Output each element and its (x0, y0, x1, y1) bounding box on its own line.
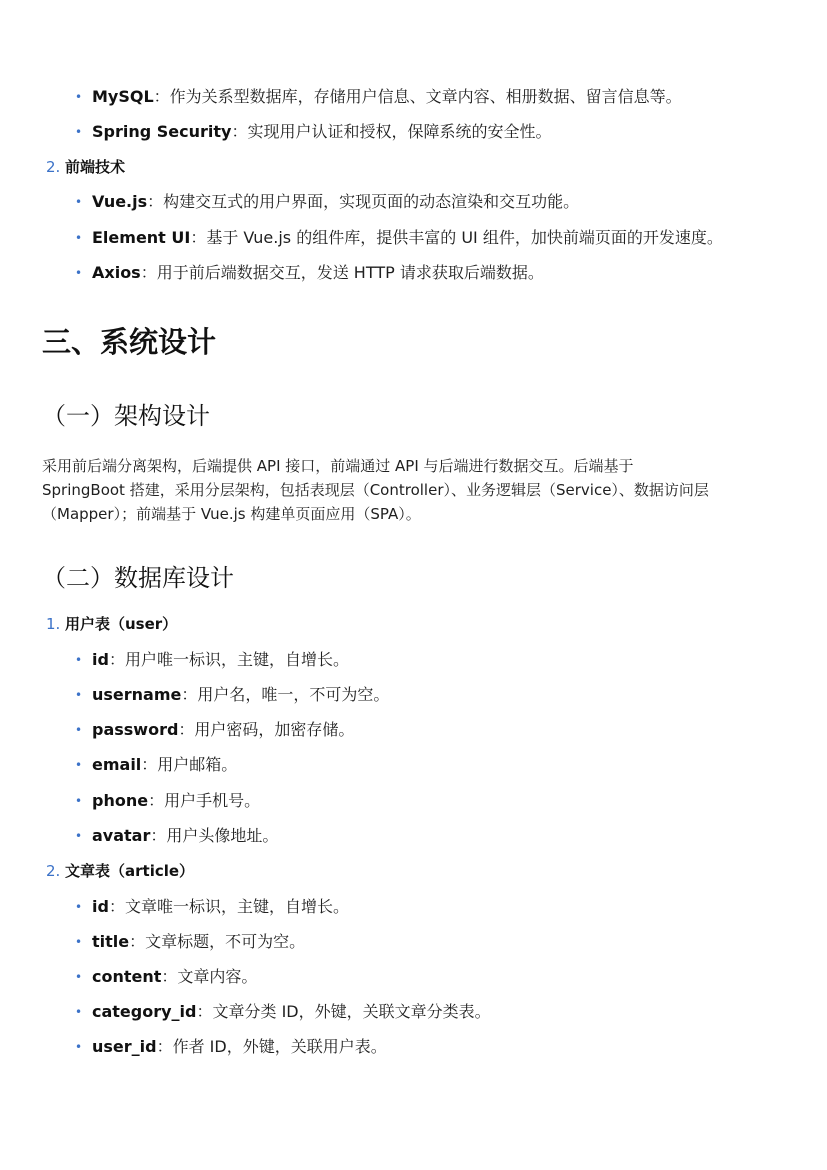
numbered-item-title: 文章表（article） (65, 862, 195, 880)
term: username (92, 685, 182, 704)
section-heading: 三、系统设计 (42, 325, 217, 359)
bullet-icon: • (75, 266, 83, 280)
subsection-heading-architecture: （一）架构设计 (42, 402, 210, 430)
term: content (92, 967, 162, 986)
term: category_id (92, 1002, 197, 1021)
paragraph-line: 采用前后端分离架构，后端提供 API 接口，前端通过 API 与后端进行数据交互。后端基于 (42, 457, 634, 475)
description: ：实现用户认证和授权，保障系统的安全性。 (231, 122, 552, 141)
term: email (92, 755, 142, 774)
term: phone (92, 791, 149, 810)
description: ：用户头像地址。 (150, 826, 279, 845)
term: id (92, 650, 109, 669)
bullet-icon: • (75, 723, 83, 737)
bullet-icon: • (75, 970, 83, 984)
term: user_id (92, 1037, 157, 1056)
bullet-icon: • (75, 90, 83, 104)
description: ：构建交互式的用户界面，实现页面的动态渲染和交互功能。 (147, 192, 580, 211)
bullet-icon: • (75, 688, 83, 702)
bullet-icon: • (75, 794, 83, 808)
bullet-icon: • (75, 195, 83, 209)
paragraph-line: （Mapper）；前端基于 Vue.js 构建单页面应用（SPA）。 (42, 505, 421, 523)
term: Axios (92, 263, 141, 282)
term: Spring Security (92, 122, 232, 141)
term: Vue.js (92, 192, 148, 211)
description: ：文章唯一标识，主键，自增长。 (108, 897, 349, 916)
description: ：作为关系型数据库，存储用户信息、文章内容、相册数据、留言信息等。 (153, 87, 682, 106)
list-number: 2. (46, 158, 61, 176)
description: ：作者 ID，外键，关联用户表。 (156, 1037, 387, 1056)
bullet-icon: • (75, 231, 83, 245)
description: ：用户邮箱。 (141, 755, 238, 774)
numbered-item-title: 前端技术 (65, 158, 126, 176)
subsection-heading-database: （二）数据库设计 (42, 564, 234, 592)
description: ：用户手机号。 (148, 791, 261, 810)
bullet-icon: • (75, 829, 83, 843)
term: title (92, 932, 130, 951)
term: password (92, 720, 179, 739)
description: ：文章内容。 (161, 967, 258, 986)
bullet-icon: • (75, 758, 83, 772)
term: MySQL (92, 87, 154, 106)
description: ：用户名，唯一，不可为空。 (181, 685, 390, 704)
bullet-icon: • (75, 125, 83, 139)
term: Element UI (92, 228, 191, 247)
list-number: 1. (46, 615, 61, 633)
bullet-icon: • (75, 935, 83, 949)
paragraph-line: SpringBoot 搭建，采用分层架构，包括表现层（Controller）、业务逻辑层（Service）、数据访问层 (42, 481, 709, 499)
description: ：文章标题，不可为空。 (129, 932, 306, 951)
bullet-icon: • (75, 1005, 83, 1019)
term: id (92, 897, 109, 916)
architecture-paragraph (42, 454, 790, 526)
description: ：基于 Vue.js 的组件库，提供丰富的 UI 组件，加快前端页面的开发速度。 (190, 228, 723, 247)
term: avatar (92, 826, 151, 845)
description: ：用户唯一标识，主键，自增长。 (108, 650, 349, 669)
description: ：用于前后端数据交互，发送 HTTP 请求获取后端数据。 (140, 263, 544, 282)
description: ：文章分类 ID，外键，关联文章分类表。 (196, 1002, 491, 1021)
bullet-icon: • (75, 653, 83, 667)
description: ：用户密码，加密存储。 (178, 720, 355, 739)
bullet-icon: • (75, 900, 83, 914)
bullet-icon: • (75, 1040, 83, 1054)
numbered-item-title: 用户表（user） (65, 615, 178, 633)
list-number: 2. (46, 862, 61, 880)
